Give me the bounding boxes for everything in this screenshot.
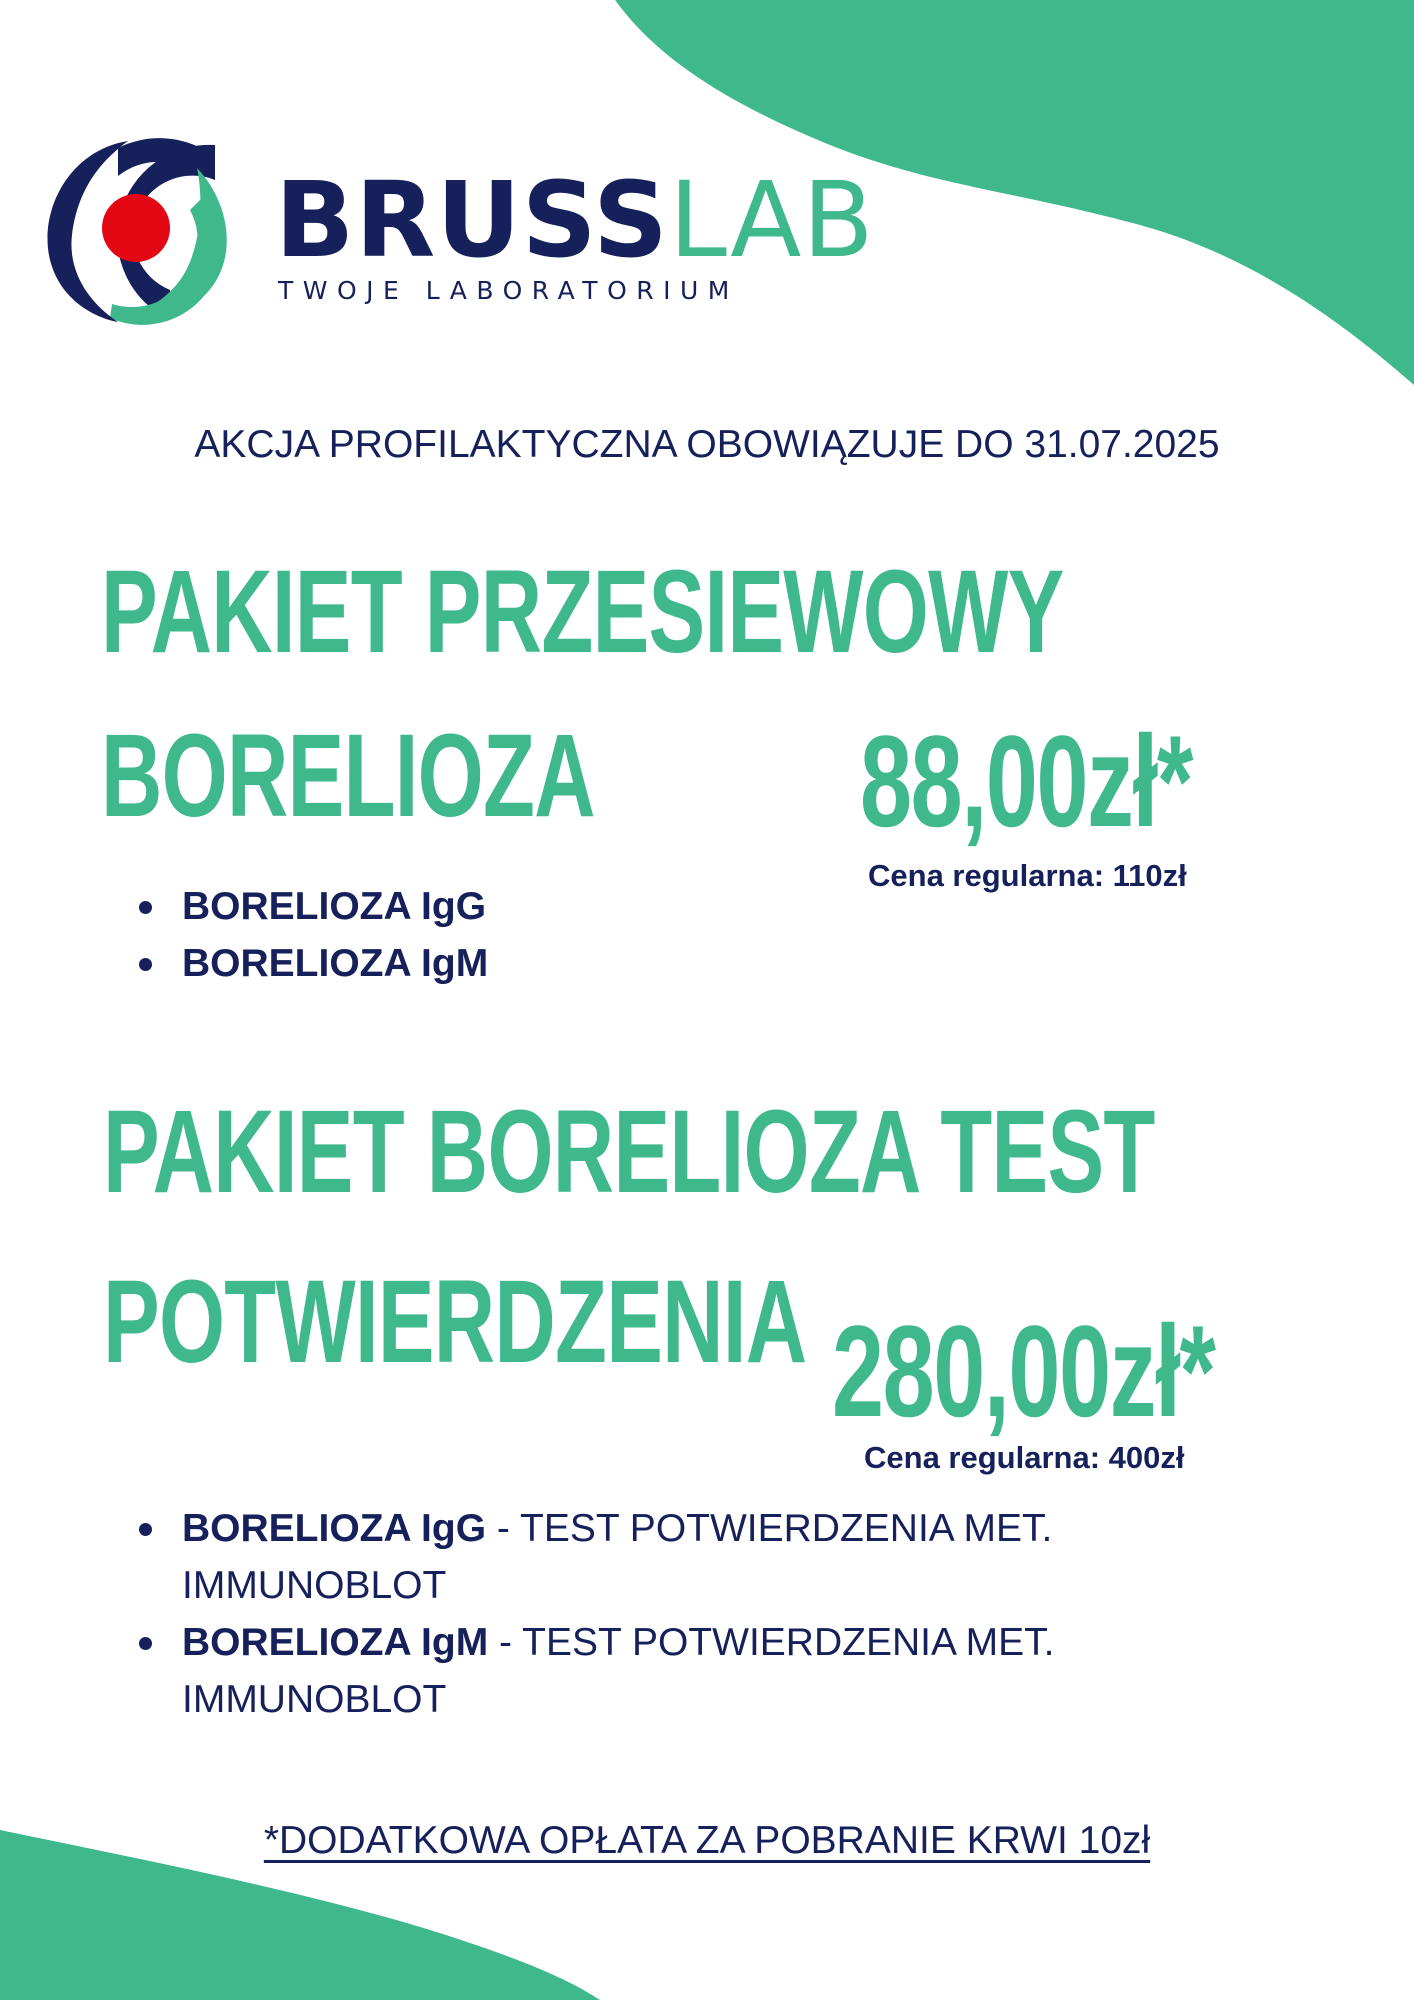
package-2-regular-price: Cena regularna: 400zł — [864, 1440, 1185, 1475]
list-item: BORELIOZA IgG - TEST POTWIERDZENIA MET. IMMUNOBLOT — [139, 1500, 1054, 1614]
package-1-price: 88,00zł* — [860, 708, 1192, 854]
promo-notice: AKCJA PROFILAKTYCZNA OBOWIĄZUJE DO 31.07.2025 — [194, 423, 1220, 466]
package-1-title-line2: BORELIOZA — [101, 710, 595, 842]
list-item: BORELIOZA IgM — [139, 935, 488, 992]
package-1-regular-price: Cena regularna: 110zł — [868, 858, 1187, 893]
package-2-title-line1: PAKIET BORELIOZA TEST — [103, 1086, 1155, 1218]
logo-lab-text: LAB — [668, 159, 875, 281]
package-1-title-line1: PAKIET PRZESIEWOWY — [101, 546, 1064, 678]
logo-tagline: TWOJE LABORATORIUM — [278, 276, 739, 305]
package-2-items-list — [139, 1500, 1054, 1728]
package-1-items-list — [139, 878, 488, 992]
package-2-price: 280,00zł* — [832, 1298, 1215, 1444]
logo-mark — [47, 138, 226, 325]
package-2-title-line2: POTWIERDZENIA — [103, 1256, 807, 1388]
logo-bruss-text: BRUSS — [275, 159, 669, 281]
footnote: *DODATKOWA OPŁATA ZA POBRANIE KRWI 10zł — [263, 1819, 1151, 1862]
list-item: BORELIOZA IgG — [139, 878, 488, 935]
logo-wordmark — [275, 159, 875, 281]
list-item: BORELIOZA IgM - TEST POTWIERDZENIA MET. IMMUNOBLOT — [139, 1614, 1054, 1728]
